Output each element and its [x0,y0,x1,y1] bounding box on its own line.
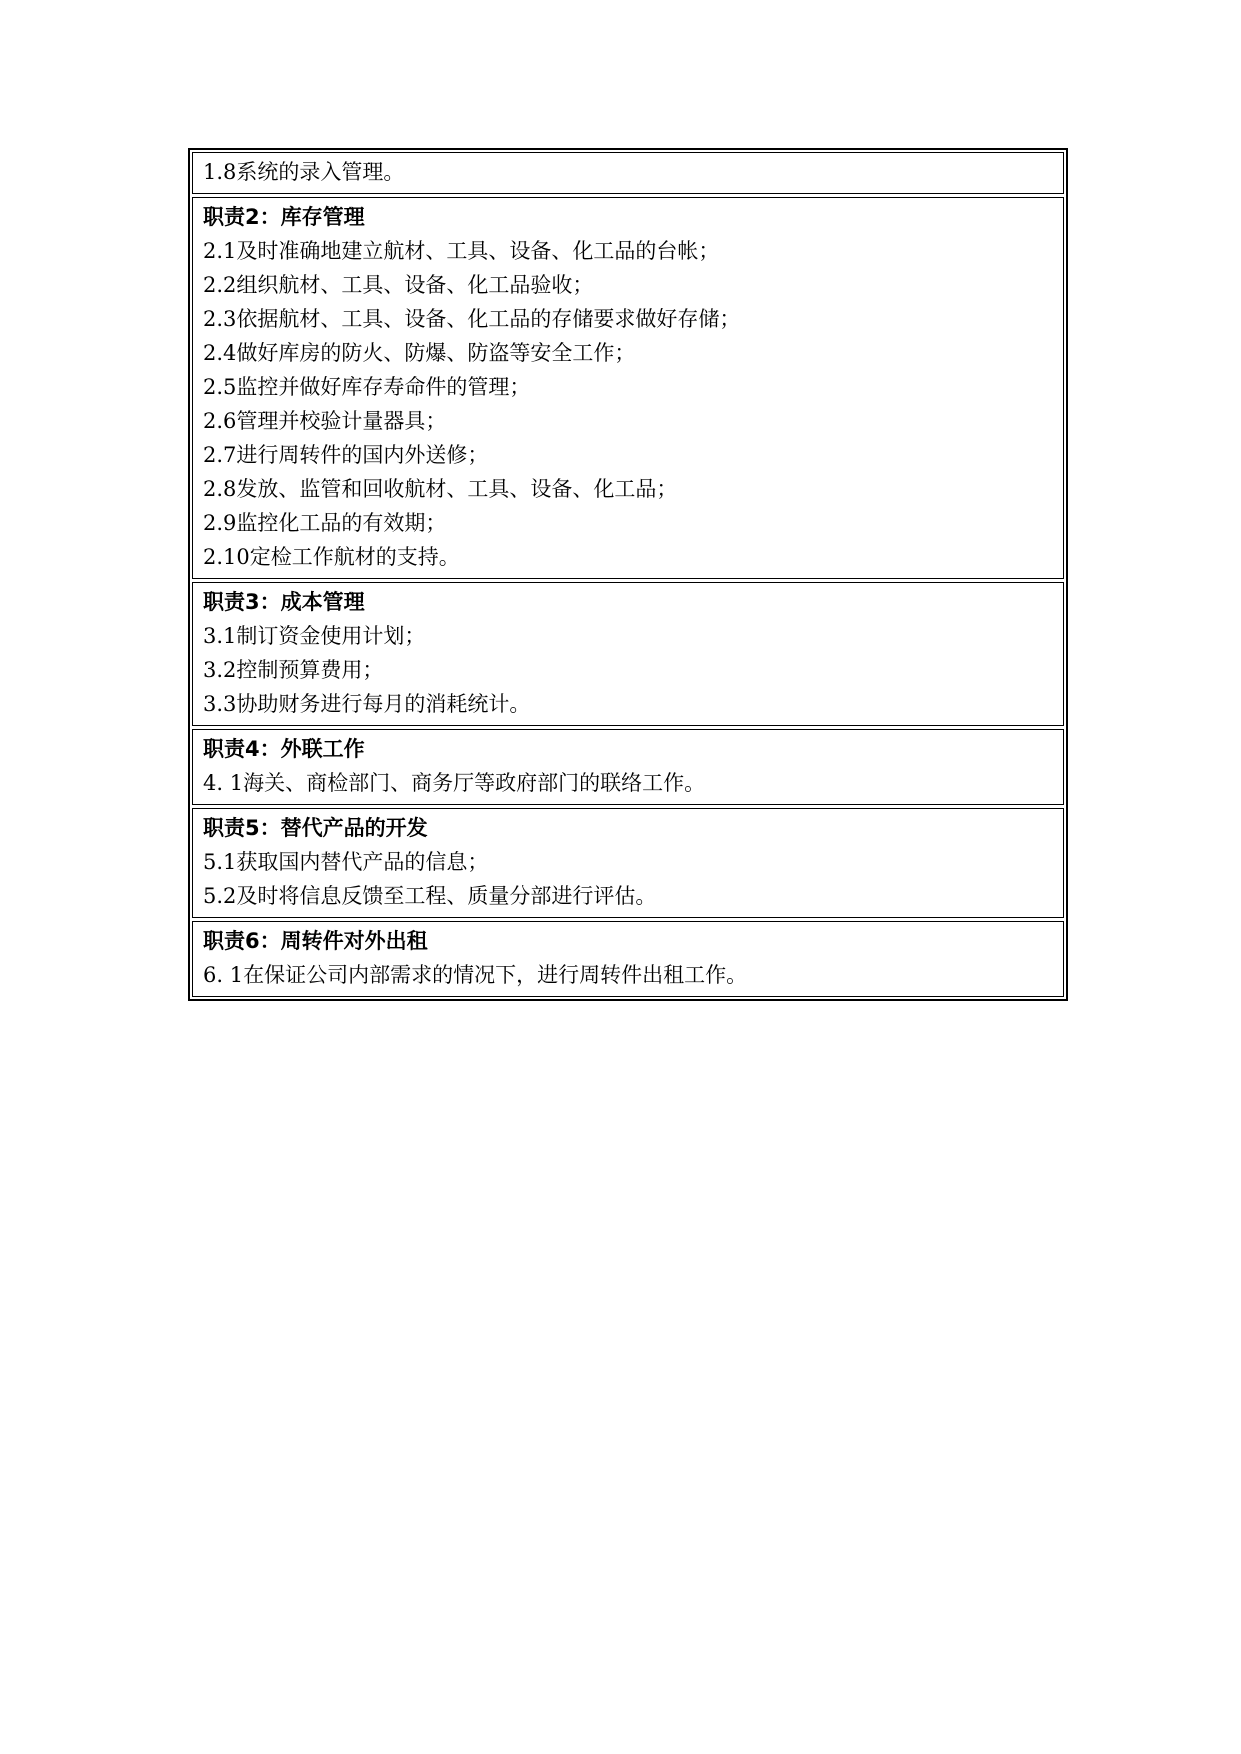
list-item: 5.1获取国内替代产品的信息； [203,850,489,874]
item-1-8: 1.8系统的录入管理。 [203,160,405,184]
list-item: 5.2及时将信息反馈至工程、质量分部进行评估。 [203,884,657,908]
responsibilities-table [188,148,1068,1001]
list-item: 2.5监控并做好库存寿命件的管理； [203,375,531,399]
list-item: 2.4做好库房的防火、防爆、防盗等安全工作； [203,341,636,365]
list-item: 2.7进行周转件的国内外送修； [203,443,489,467]
section-inventory-management [192,197,1064,579]
list-item: 4. 1海关、商检部门、商务厅等政府部门的联络工作。 [203,771,706,795]
list-item: 2.3依据航材、工具、设备、化工品的存储要求做好存储； [203,307,741,331]
list-item: 2.6管理并校验计量器具； [203,409,447,433]
list-item: 2.8发放、监管和回收航材、工具、设备、化工品； [203,477,678,501]
list-item: 2.9监控化工品的有效期； [203,511,447,535]
list-item: 6. 1在保证公司内部需求的情况下，进行周转件出租工作。 [203,963,748,987]
section-heading: 职责6：周转件对外出租 [203,929,428,953]
section-rotable-rental [192,921,1064,997]
section-1-8 [192,152,1064,194]
section-heading: 职责2：库存管理 [203,205,365,229]
list-item: 2.10定检工作航材的支持。 [203,545,460,569]
list-item: 3.2控制预算费用； [203,658,384,682]
section-cost-management [192,582,1064,726]
list-item: 3.3协助财务进行每月的消耗统计。 [203,692,531,716]
list-item: 2.1及时准确地建立航材、工具、设备、化工品的台帐； [203,239,720,263]
section-external-liaison [192,729,1064,805]
list-item: 2.2组织航材、工具、设备、化工品验收； [203,273,594,297]
section-heading: 职责4：外联工作 [203,737,365,761]
list-item: 3.1制订资金使用计划； [203,624,426,648]
section-substitute-products [192,808,1064,918]
section-heading: 职责5：替代产品的开发 [203,816,428,840]
section-heading: 职责3：成本管理 [203,590,365,614]
